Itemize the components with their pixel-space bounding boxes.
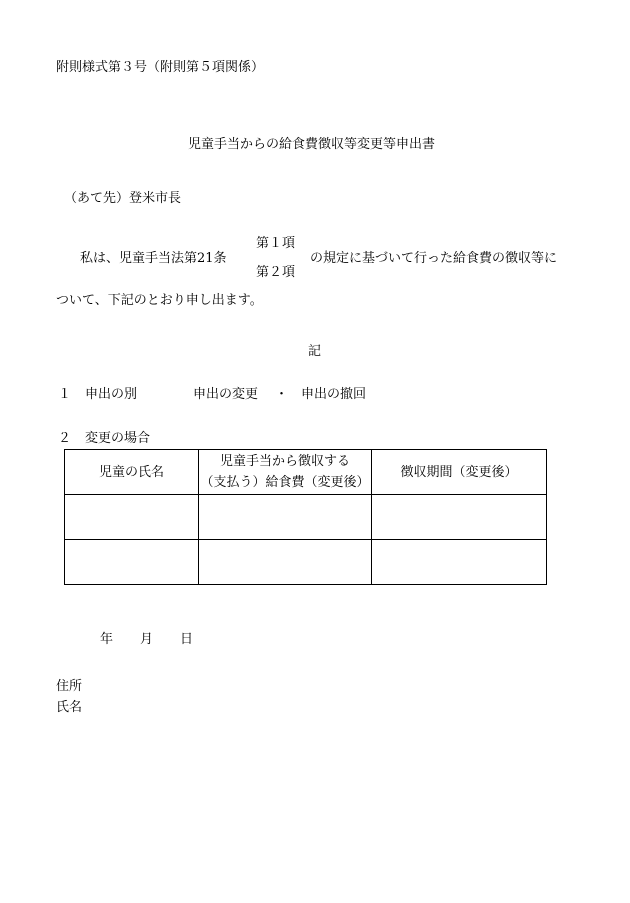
header-lunch-fee-line1: 児童手当から徴収する — [219, 454, 350, 469]
child-name-cell[interactable] — [65, 495, 199, 540]
addressee: （あて先）登米市長 — [64, 191, 182, 206]
item1-number: １ — [58, 387, 72, 402]
lunch-fee-cell[interactable] — [199, 495, 372, 540]
date-day: 日 — [180, 632, 194, 647]
header-child-name: 児童の氏名 — [65, 450, 199, 495]
body-line-2: ついて、下記のとおり申し出ます。 — [56, 293, 263, 308]
body-after-clause: の規定に基づいて行った給食費の徴収等に — [310, 251, 558, 266]
body-intro: 私は、児童手当法第21条 — [80, 251, 227, 266]
header-lunch-fee — [199, 450, 372, 495]
header-note: 附則様式第３号（附則第５項関係） — [56, 60, 265, 75]
child-name-cell[interactable] — [65, 540, 199, 585]
option-separator: ・ — [275, 387, 289, 402]
clause-2: 第２項 — [256, 265, 296, 280]
lunch-fee-cell[interactable] — [199, 540, 372, 585]
item1-label: 申出の別 — [85, 387, 138, 402]
address-label: 住所 — [56, 679, 83, 694]
option-change[interactable]: 申出の変更 — [193, 387, 259, 402]
date-month: 月 — [140, 632, 154, 647]
header-lunch-fee-line2: （支払う）給食費（変更後） — [200, 475, 370, 490]
page-title: 児童手当からの給食費徴収等変更等申出書 — [188, 137, 436, 152]
table-header-row — [65, 450, 547, 495]
item2-label: 変更の場合 — [85, 431, 151, 446]
table-row — [65, 540, 547, 585]
collection-period-cell[interactable] — [372, 495, 547, 540]
option-withdraw[interactable]: 申出の撤回 — [301, 387, 367, 402]
clause-1: 第１項 — [256, 236, 296, 251]
item2-number: ２ — [58, 431, 72, 446]
name-label: 氏名 — [56, 700, 83, 715]
ki-heading: 記 — [308, 344, 322, 359]
table-row — [65, 495, 547, 540]
date-year: 年 — [100, 632, 114, 647]
change-table — [64, 449, 547, 585]
header-collection-period: 徴収期間（変更後） — [372, 450, 547, 495]
collection-period-cell[interactable] — [372, 540, 547, 585]
